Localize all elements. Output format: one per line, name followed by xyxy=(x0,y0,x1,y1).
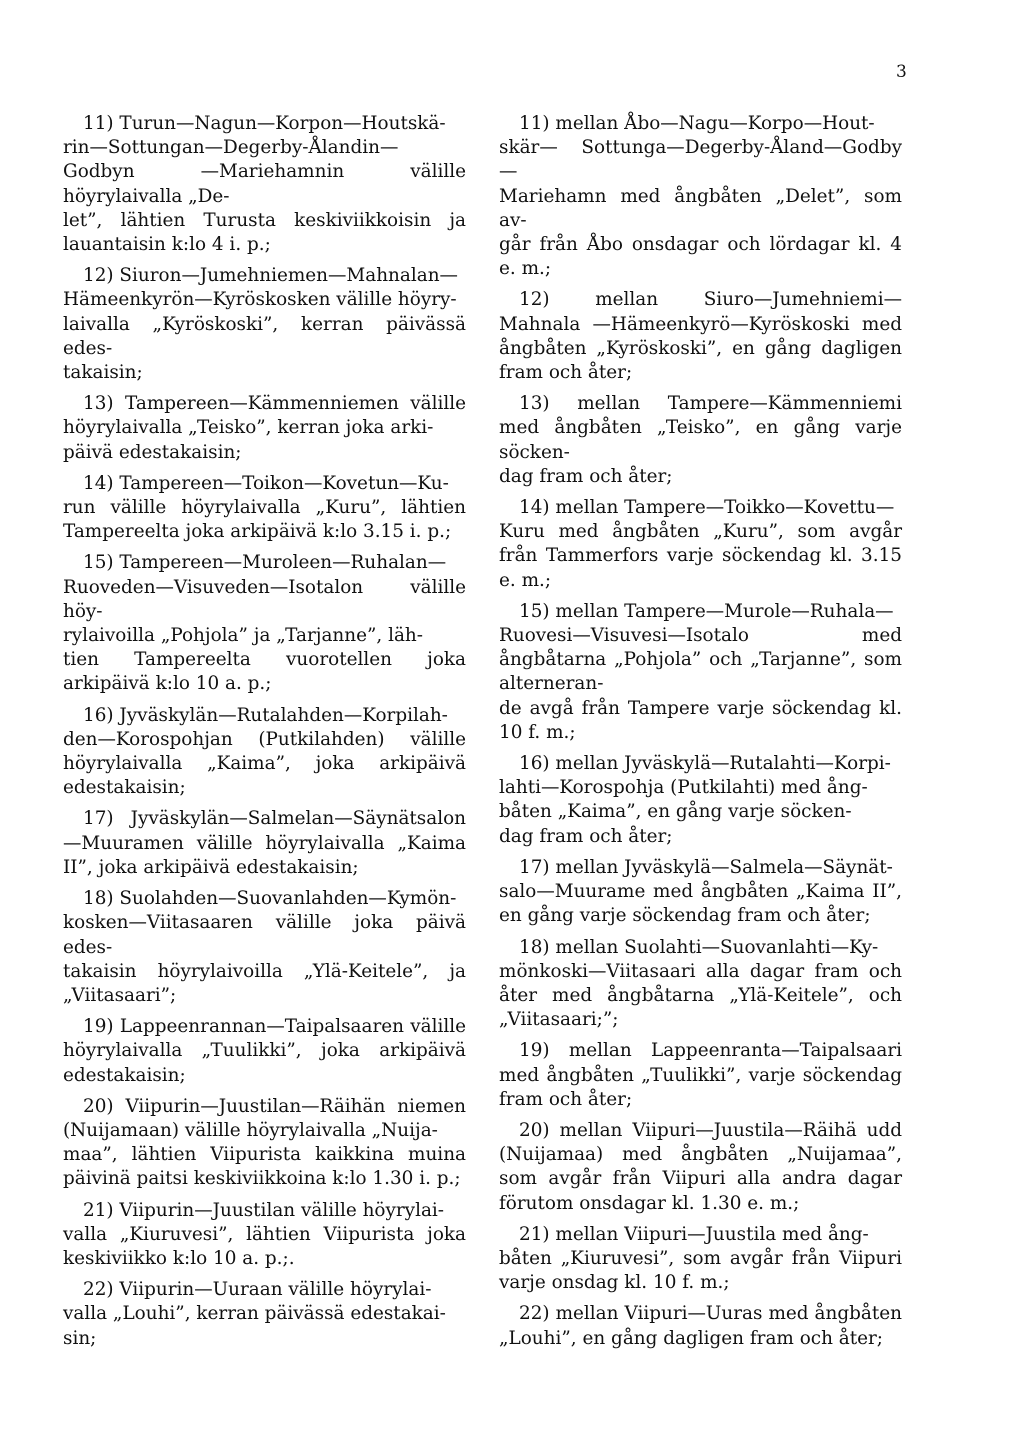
swedish-item-13: 13) mellan Tampere—Kämmenniemi med ångbåten „Teisko”, en gång varje söcken- dag fram och åter; xyxy=(499,393,902,487)
finnish-item-16: 16) Jyväskylän—Rutalahden—Korpilah- den—Korospohjan (Putkilahden) välille höyrylaivalla „Kaima”, joka arkipäivä edestakaisin; xyxy=(63,704,466,799)
swedish-item-22: 22) mellan Viipuri—Uuras med ångbåten „Louhi”, en gång dagligen fram och åter; xyxy=(499,1303,902,1349)
finnish-item-13: 13) Tampereen—Kämmenniemen välille höyrylaivalla „Teisko”, kerran joka arki- päivä edestakaisin; xyxy=(63,393,466,463)
finnish-item-12: 12) Siuron—Jumehniemen—Mahnalan— Hämeenkyrön—Kyröskosken välille höyry- laivalla „Kyröskoski”, kerran päivässä edes- takaisin; xyxy=(63,265,466,384)
finnish-item-20: 20) Viipurin—Juustilan—Räihän niemen (Nuijamaan) välille höyrylaivalla „Nuija- maa”, lähtien Viipurista kaikkina muina päivinä paitsi keskiviikkoina k:lo 1.30 i. p.; xyxy=(63,1095,466,1190)
finnish-item-15: 15) Tampereen—Muroleen—Ruhalan— Ruoveden—Visuveden—Isotalon välille höy- rylaivoilla „Pohjola” ja „Tarjanne”, läh- tien Tampereelta vuorotellen joka arkipäivä k:lo 10 a. p.; xyxy=(63,552,466,695)
finnish-item-19: 19) Lappeenrannan—Taipalsaaren välille höyrylaivalla „Tuulikki”, joka arkipäivä edestakaisin; xyxy=(63,1016,466,1086)
finnish-item-22: 22) Viipurin—Uuraan välille höyrylai- valla „Louhi”, kerran päivässä edestakai- sin; xyxy=(63,1279,446,1349)
swedish-item-12: 12) mellan Siuro—Jumehniemi—Mahnala —Hämeenkyrö—Kyröskoski med ångbåten „Kyröskoski”, en gång dagligen fram och åter; xyxy=(499,289,902,384)
swedish-item-21: 21) mellan Viipuri—Juustila med ång- båten „Kiuruvesi”, som avgår från Viipuri varje onsdag kl. 10 f. m.; xyxy=(499,1223,902,1294)
finnish-item-11: 11) Turun—Nagun—Korpon—Houtskä- rin—Sottungan—Degerby-Ålandin—Godbyn —Mariehamnin välille höyrylaivalla „De- let”, lähtien Turusta keskiviikkoisin ja lauantaisin k:lo 4 i. p.; xyxy=(63,113,466,256)
page-number: 3 xyxy=(896,62,907,82)
swedish-item-19: 19) mellan Lappeenranta—Taipalsaari med ångbåten „Tuulikki”, varje söckendag fram och åter; xyxy=(499,1040,902,1110)
swedish-item-16: 16) mellan Jyväskylä—Rutalahti—Korpi- lahti—Korospohja (Putkilahti) med ång- båten „Kaima”, en gång varje söcken- dag fram och åter; xyxy=(499,753,891,847)
swedish-item-14: 14) mellan Tampere—Toikko—Kovettu— Kuru med ångbåten „Kuru”, som avgår från Tammerfors varje söckendag kl. 3.15 e. m.; xyxy=(499,497,902,591)
swedish-item-17: 17) mellan Jyväskylä—Salmela—Säynät- salo—Muurame med ångbåten „Kaima II”, en gång varje söckendag fram och åter; xyxy=(499,856,902,927)
swedish-item-20: 20) mellan Viipuri—Juustila—Räihä udd (Nuijamaa) med ångbåten „Nuijamaa”, som avgår från Viipuri alla andra dagar förutom onsdagar kl. 1.30 e. m.; xyxy=(499,1119,902,1214)
finnish-item-17: 17) Jyväskylän—Salmelan—Säynätsalon —Muuramen välille höyrylaivalla „Kaima II”, joka arkipäivä edestakaisin; xyxy=(63,808,466,878)
finnish-item-21: 21) Viipurin—Juustilan välille höyrylai- valla „Kiuruvesi”, lähtien Viipurista joka keskiviikko k:lo 10 a. p.;. xyxy=(63,1199,466,1269)
swedish-item-11: 11) mellan Åbo—Nagu—Korpo—Hout- skär— Sottunga—Degerby-Åland—Godby— Mariehamn med ångbåten „Delet”, som av- går från Åbo onsdagar och lördagar kl. 4 e. m.; xyxy=(499,113,902,280)
finnish-item-14: 14) Tampereen—Toikon—Kovetun—Ku- run välille höyrylaivalla „Kuru”, lähtien Tampereelta joka arkipäivä k:lo 3.15 i. p.; xyxy=(63,472,466,543)
swedish-item-15: 15) mellan Tampere—Murole—Ruhala— Ruovesi—Visuvesi—Isotalo med ångbåtarna „Pohjola” och „Tarjanne”, som alterneran- de avgå från Tampere varje söckendag kl. 10 f. m.; xyxy=(499,600,902,743)
finnish-column xyxy=(63,112,466,1358)
swedish-column xyxy=(499,112,902,1358)
swedish-item-18: 18) mellan Suolahti—Suovanlahti—Ky- mönkoski—Viitasaari alla dagar fram och åter med ångbåtarna „Ylä-Keitele”, och „Viitasaari;”; xyxy=(499,936,902,1031)
finnish-item-18: 18) Suolahden—Suovanlahden—Kymön- kosken—Viitasaaren välille joka päivä edes- takaisin höyrylaivoilla „Ylä-Keitele”, ja „Viitasaari”; xyxy=(63,888,466,1006)
